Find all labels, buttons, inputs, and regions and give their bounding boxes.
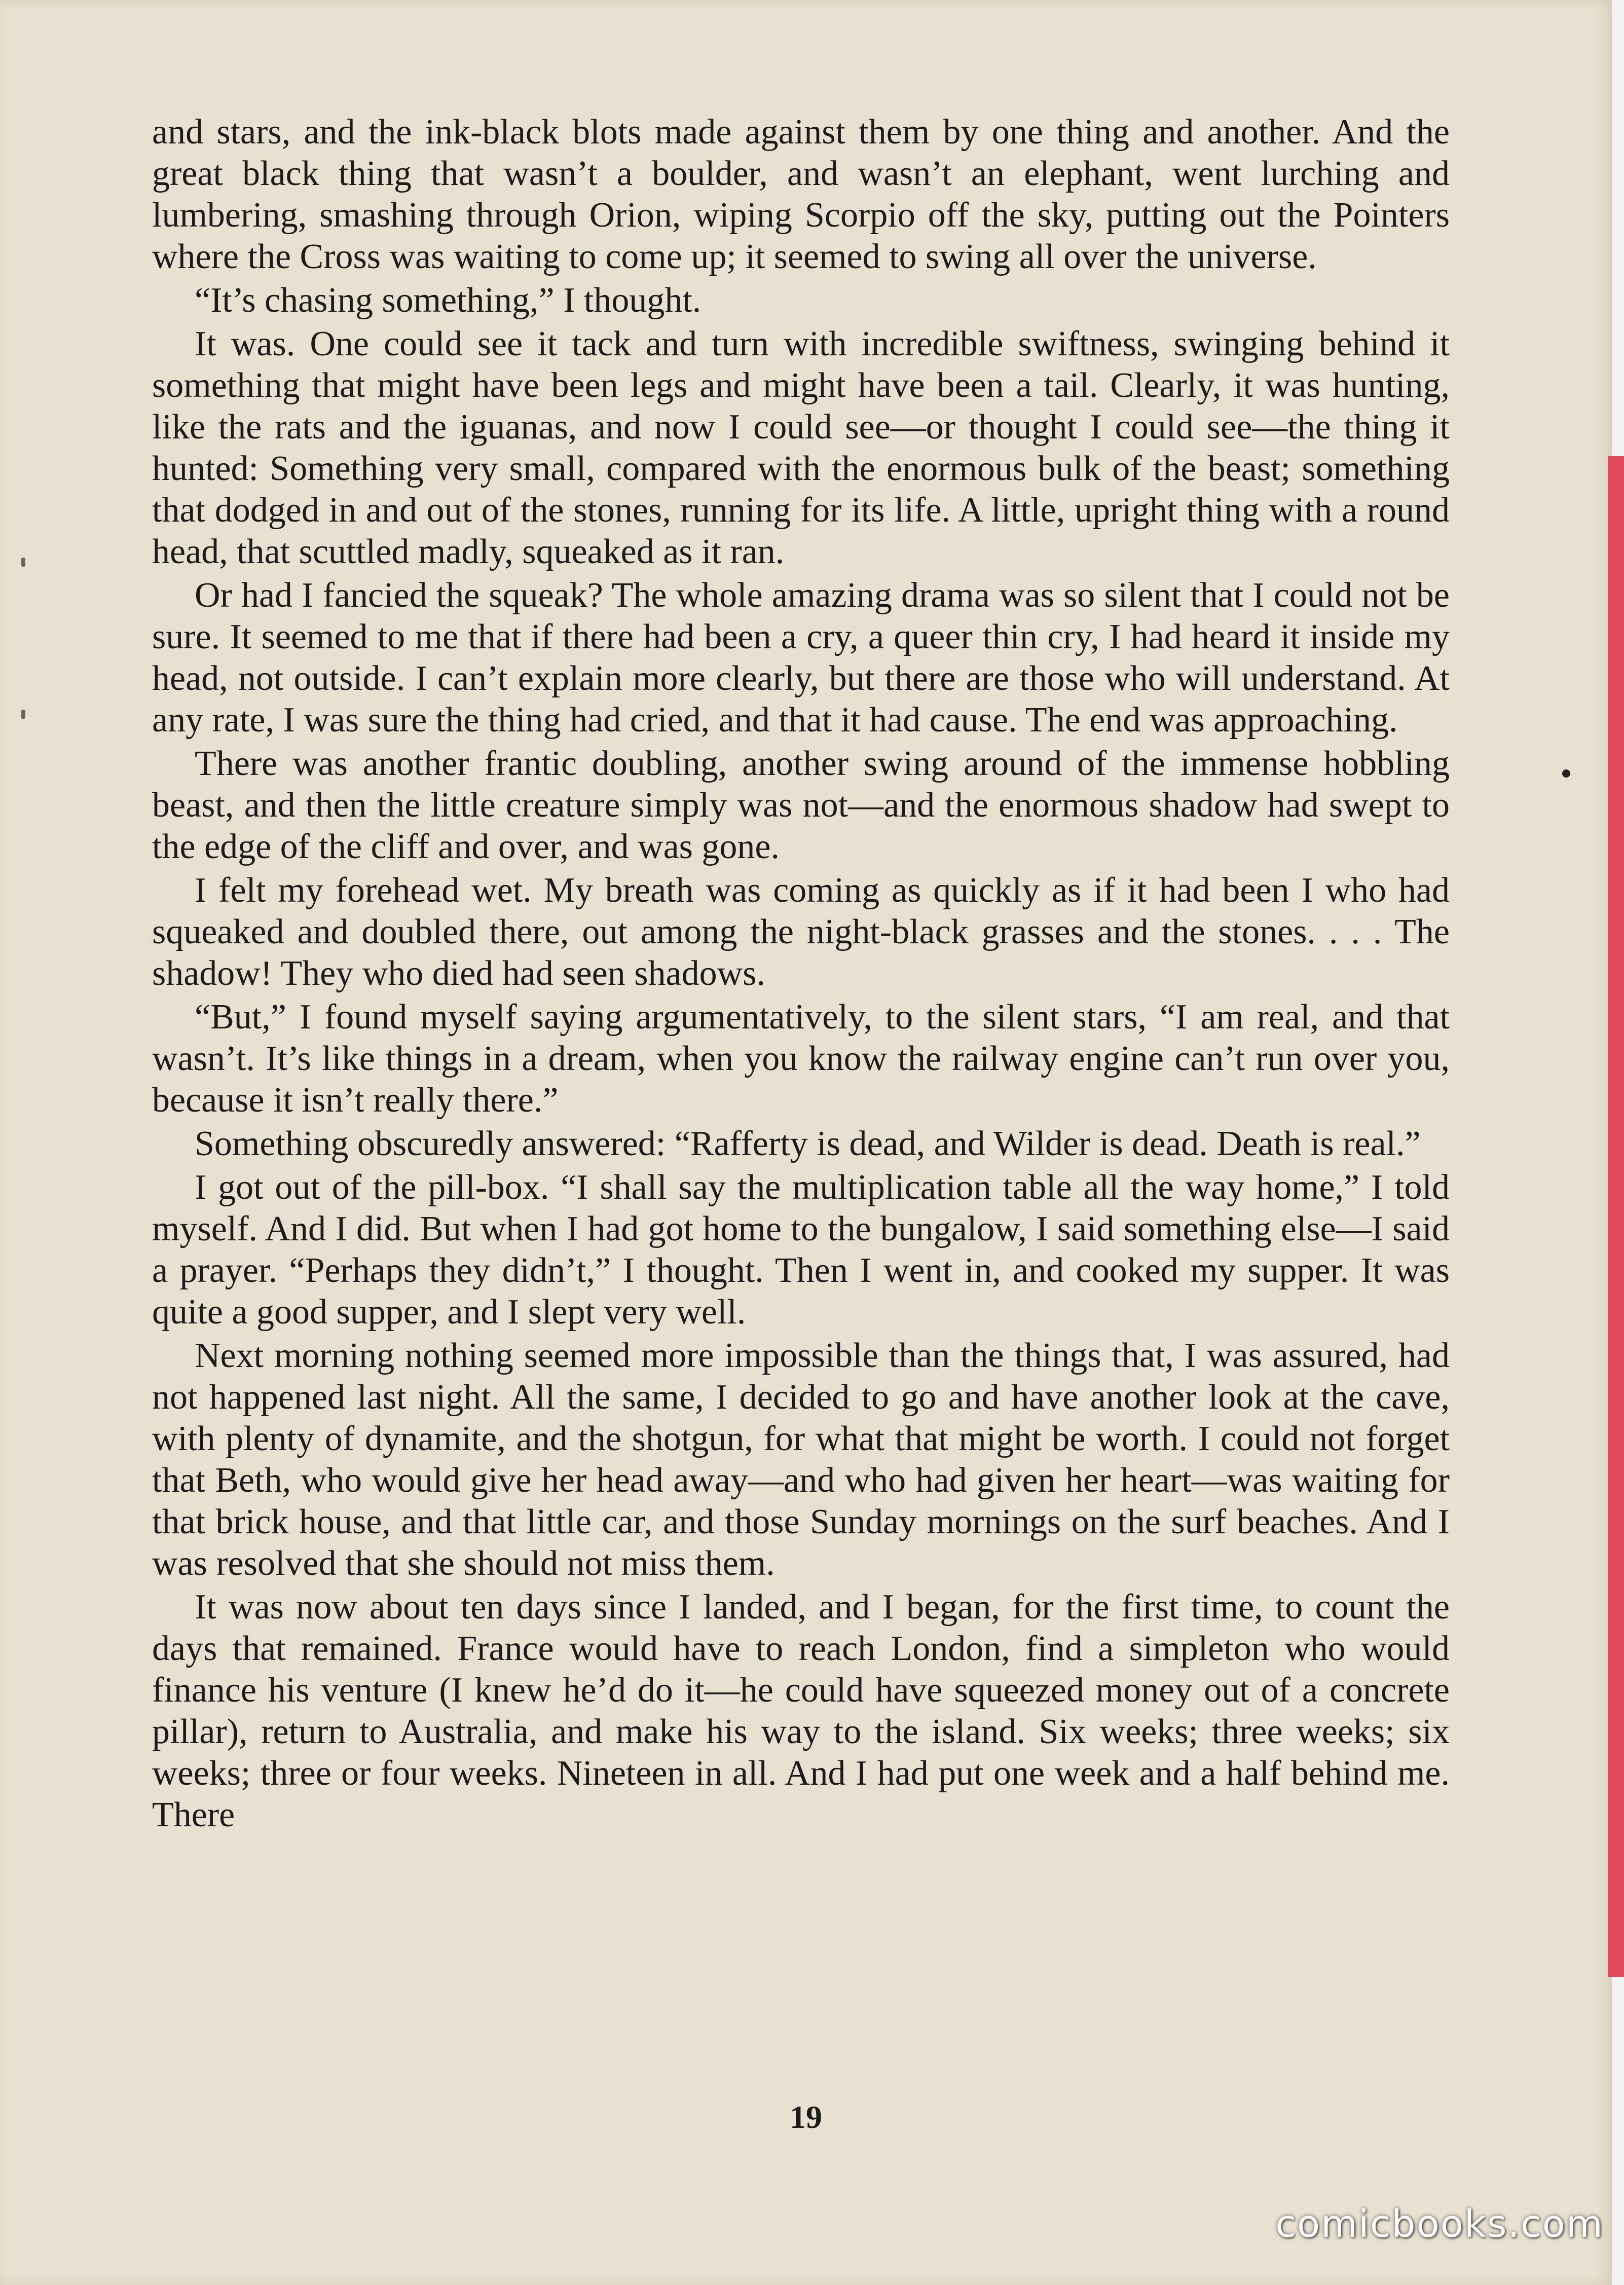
page-number: 19 xyxy=(790,2099,822,2135)
paragraph: “But,” I found myself saying argumentatively, to the silent stars, “I am real, and that wasn’t. It’s like things in a dream, when you know the railway engine can’t run over you, because it isn’t really there.” xyxy=(152,998,1450,1120)
paragraph: I felt my forehead wet. My breath was coming as quickly as if it had been I who had squeaked and doubled there, out among the night-black grasses and the stones. . . . The shadow! They who died had seen shadows. xyxy=(152,871,1450,993)
paragraph: and stars, and the ink-black blots made against them by one thing and another. And the great black thing that wasn’t a boulder, and wasn’t an elephant, went lurching and lumbering, smashing through Orion, wiping Scorpio off the sky, putting out the Pointers where the Cross was waiting to come up; it seemed to swing all over the universe. xyxy=(152,113,1450,276)
staple-mark xyxy=(21,558,25,567)
paragraph: It was now about ten days since I landed, and I began, for the first time, to count the days that remained. France would have to reach London, find a simpleton who would finance his venture (I knew he’d do it—he could have squeezed money out of a concrete pillar), return to Australia, and make his way to the island. Six weeks; three weeks; six weeks; three or four weeks. Nineteen in all. And I had put one week and a half behind me. There xyxy=(152,1588,1450,1834)
ink-speck xyxy=(1562,769,1570,778)
paragraph: It was. One could see it tack and turn with incredible swiftness, swinging behind it something that might have been legs and might have been a tail. Clearly, it was hunting, like the rats and the iguanas, and now I could see—or thought I could see—the thing it hunted: Something very small, compared with the enormous bulk of the beast; something that dodged in and out of the stones, running for its life. A little, upright thing with a round head, that scuttled madly, squeaked as it ran. xyxy=(152,324,1450,571)
paragraph: Next morning nothing seemed more impossible than the things that, I was assured, had not happened last night. All the same, I decided to go and have another look at the cave, with plenty of dynamite, and the shotgun, for what that might be worth. I could not forget that Beth, who would give her head away—and who had given her heart—was waiting for that brick house, and that little car, and those Sunday mornings on the surf beaches. And I was resolved that she should not miss them. xyxy=(152,1336,1450,1583)
site-watermark: comicbooks.com xyxy=(1275,2202,1604,2246)
adjacent-page-edge xyxy=(1608,456,1624,1977)
paragraph: Or had I fancied the squeak? The whole amazing drama was so silent that I could not be sure. It seemed to me that if there had been a cry, a queer thin cry, I had heard it inside my head, not outside. I can’t explain more clearly, but there are those who will understand. At any rate, I was sure the thing had cried, and that it had cause. The end was approaching. xyxy=(152,576,1450,740)
paragraph: “It’s chasing something,” I thought. xyxy=(195,281,702,320)
paragraph: There was another frantic doubling, another swing around of the immense hobbling beast, and then the little creature simply was not—and the enormous shadow had swept to the edge of the cliff and over, and was gone. xyxy=(152,744,1450,866)
staple-mark xyxy=(21,710,25,719)
paragraph: I got out of the pill-box. “I shall say the multiplication table all the way home,” I told myself. And I did. But when I had got home to the bungalow, I said something else—I said a prayer. “Perhaps they didn’t,” I thought. Then I went in, and cooked my supper. It was quite a good supper, and I slept very well. xyxy=(152,1168,1450,1332)
article-text xyxy=(152,112,1450,1838)
paragraph: Something obscuredly answered: “Rafferty is dead, and Wilder is dead. Death is real.” xyxy=(195,1124,1421,1163)
